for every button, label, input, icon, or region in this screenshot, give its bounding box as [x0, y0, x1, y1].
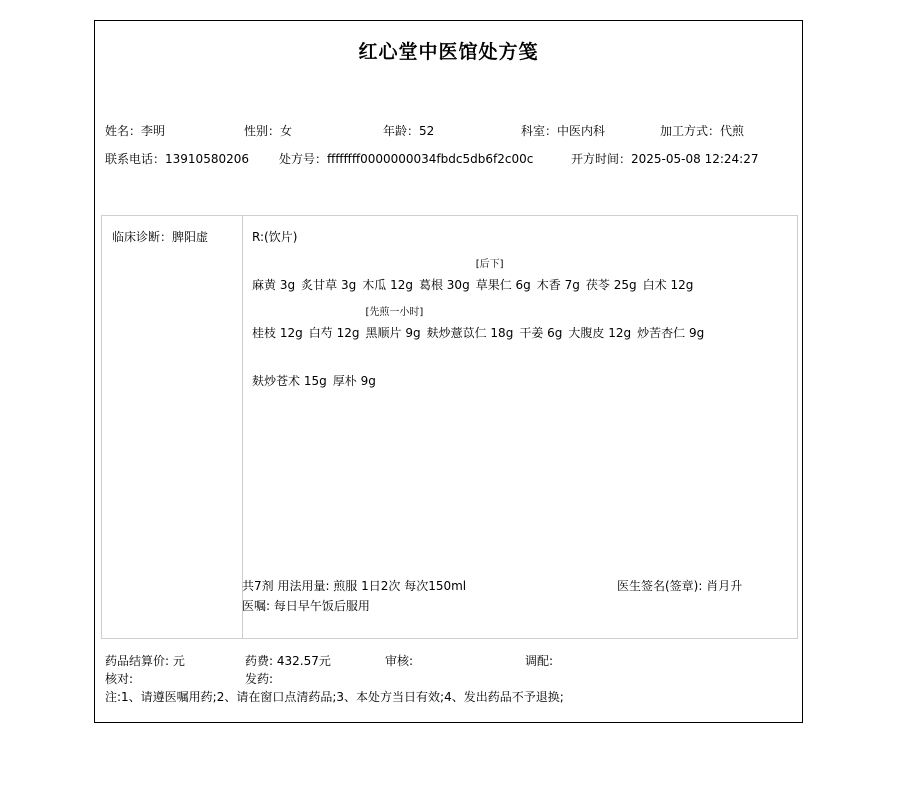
herb-name: 大腹皮	[568, 326, 605, 340]
herb-item	[365, 307, 424, 341]
patient-name-label: 姓名：	[105, 124, 142, 138]
medicine-fee-value: 432.57元	[276, 654, 331, 668]
herb-dose: 12g	[390, 278, 413, 292]
herb-dose: 12g	[336, 326, 360, 340]
herb-dose: 9g	[360, 374, 376, 388]
patient-age-value: 52	[419, 124, 435, 138]
medicine-fee-label: 药费:	[245, 654, 277, 668]
herb-name: 麻黄	[252, 278, 277, 292]
herb-name: 麸炒苍术	[252, 374, 301, 388]
herb-dose: 9g	[689, 326, 705, 340]
patient-dept-label: 科室：	[521, 124, 558, 138]
prescription-time-label: 开方时间：	[571, 152, 632, 166]
herb-item	[519, 324, 562, 341]
herb-name: 白芍	[308, 326, 333, 340]
settlement-price-unit: 元	[172, 654, 185, 668]
herb-item	[427, 324, 514, 341]
diagnosis-label: 临床诊断：	[112, 230, 173, 244]
prescription-sheet	[94, 20, 803, 723]
patient-name-value: 李明	[141, 124, 166, 138]
herb-note: [先煎一小时]	[365, 307, 424, 318]
herb-name: 木香	[536, 278, 561, 292]
herb-item	[252, 324, 303, 341]
herb-item	[309, 324, 360, 341]
herb-item	[301, 276, 356, 293]
herb-name: 炒苦杏仁	[637, 326, 686, 340]
patient-gender-value: 女	[280, 124, 293, 138]
doctor-signature	[617, 577, 742, 594]
patient-gender	[244, 122, 292, 139]
process-method-value: 代煎	[720, 124, 745, 138]
herb-dose: 15g	[303, 374, 327, 388]
settlement-price-label: 药品结算价:	[105, 654, 173, 668]
herb-dose: 30g	[446, 278, 470, 292]
rx-header: R:(饮片)	[252, 230, 298, 244]
herb-name: 茯苓	[585, 278, 610, 292]
herb-item	[252, 276, 295, 293]
diagnosis-value: 脾阳虚	[172, 230, 209, 244]
patient-age-label: 年龄：	[383, 124, 420, 138]
process-method	[660, 122, 744, 139]
prescription-number-label: 处方号：	[279, 152, 328, 166]
patient-phone	[105, 150, 249, 167]
herb-item	[362, 276, 413, 293]
patient-phone-label: 联系电话：	[105, 152, 166, 166]
herb-dose: 25g	[613, 278, 637, 292]
usage-dosage: 共7剂 用法用量: 煎服 1日2次 每次150ml	[242, 579, 467, 593]
patient-dept	[521, 122, 605, 139]
herb-name: 黑顺片	[365, 326, 402, 340]
medicine-fee	[245, 652, 331, 669]
page-title: 红心堂中医馆处方笺	[358, 41, 539, 63]
herb-dose: 12g	[608, 326, 632, 340]
herb-row	[252, 372, 382, 389]
review-field: 审核:	[385, 654, 414, 668]
herb-dose: 6g	[547, 326, 563, 340]
herb-dose: 3g	[340, 278, 357, 292]
herb-name: 干姜	[519, 326, 544, 340]
herb-item	[586, 276, 637, 293]
doctor-name: 肖月升	[706, 579, 743, 593]
prescription-number	[279, 150, 533, 167]
prescription-time-value: 2025-05-08 12:24:27	[631, 152, 759, 166]
prescription-time	[571, 150, 758, 167]
herb-item	[252, 372, 327, 389]
check-field: 核对:	[105, 672, 134, 686]
herb-name: 葛根	[418, 278, 443, 292]
herb-name: 草果仁	[475, 278, 512, 292]
issue-field: 发药:	[245, 672, 274, 686]
herb-dose: 12g	[670, 278, 694, 292]
herb-item	[475, 259, 531, 293]
clinical-diagnosis	[112, 228, 208, 245]
herb-dose: 18g	[490, 326, 514, 340]
herb-name: 炙甘草	[301, 278, 338, 292]
herb-name: 厚朴	[332, 374, 357, 388]
herb-name: 白术	[642, 278, 667, 292]
prescription-number-value: ffffffff0000000034fbdc5db6f2c00c	[327, 152, 534, 166]
footer-note: 注:1、请遵医嘱用药;2、请在窗口点清药品;3、本处方当日有效;4、发出药品不予退换;	[105, 690, 564, 704]
herb-item	[333, 372, 376, 389]
herb-name: 桂枝	[252, 326, 277, 340]
herb-dose: 9g	[405, 326, 421, 340]
prescription-box	[101, 215, 798, 639]
herb-item	[643, 276, 694, 293]
column-divider	[242, 216, 243, 638]
herb-item	[568, 324, 631, 341]
patient-dept-value: 中医内科	[557, 124, 606, 138]
settlement-price	[105, 652, 185, 669]
patient-gender-label: 性别：	[244, 124, 281, 138]
herb-row	[252, 307, 710, 341]
patient-age	[383, 122, 434, 139]
herb-dose: 3g	[279, 278, 296, 292]
herb-name: 木瓜	[362, 278, 387, 292]
dispense-field: 调配:	[525, 654, 554, 668]
herb-dose: 6g	[515, 278, 531, 292]
patient-phone-value: 13910580206	[165, 152, 249, 166]
herb-row	[252, 259, 699, 293]
herb-item	[419, 276, 470, 293]
herb-note: [后下]	[475, 259, 504, 270]
herb-item	[637, 324, 704, 341]
patient-name	[105, 122, 165, 139]
herb-name: 麸炒薏苡仁	[426, 326, 487, 340]
herb-item	[537, 276, 580, 293]
process-method-label: 加工方式：	[660, 124, 721, 138]
doctor-signature-label: 医生签名(签章):	[617, 579, 707, 593]
herb-dose: 7g	[564, 278, 580, 292]
medical-advice: 医嘱: 每日早午饭后服用	[242, 599, 370, 613]
herb-dose: 12g	[279, 326, 303, 340]
